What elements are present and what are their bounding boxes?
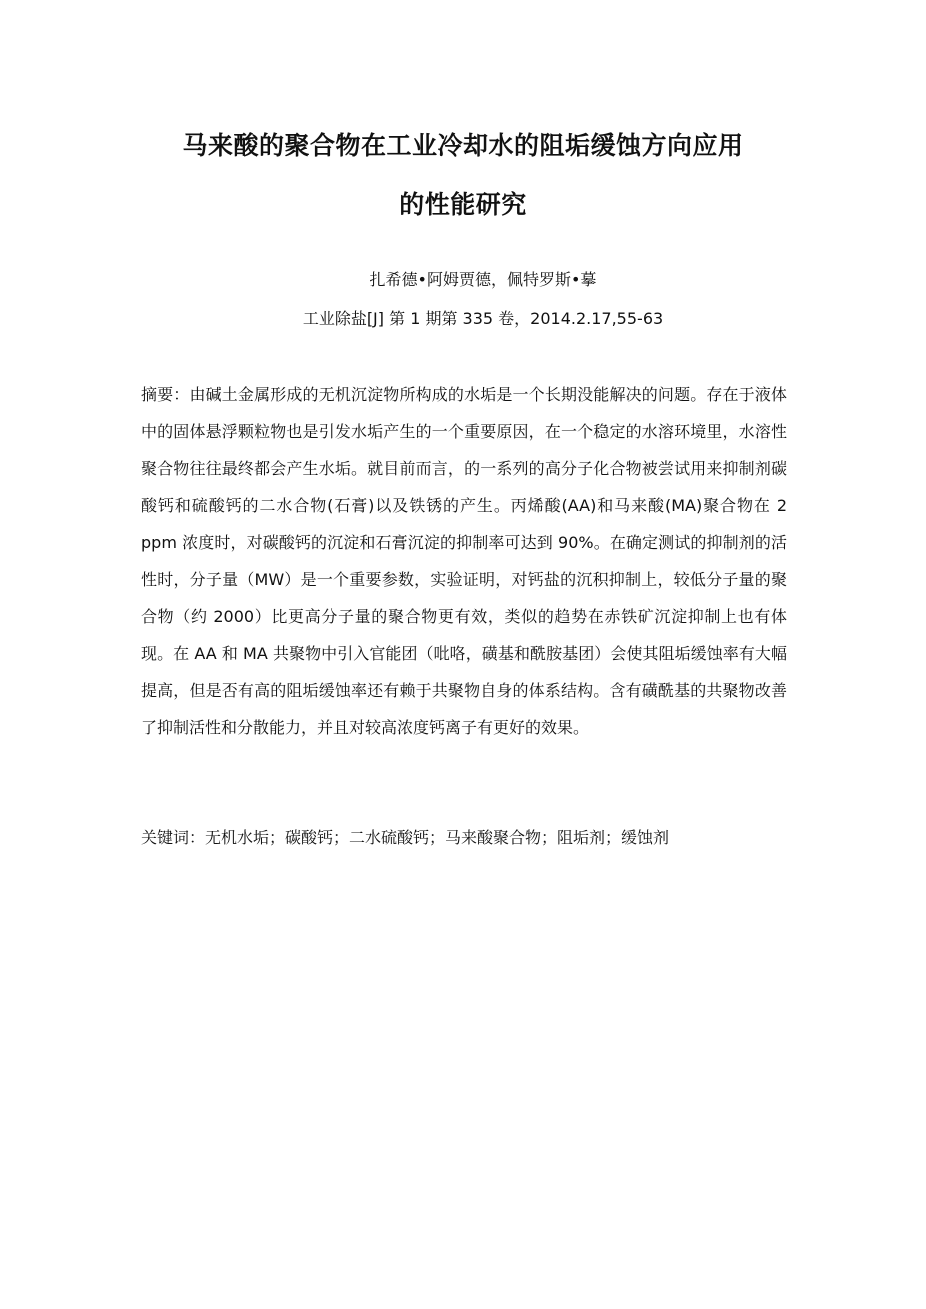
abstract: 摘要：由碱土金属形成的无机沉淀物所构成的水垢是一个长期没能解决的问题。存在于液体中的固体悬浮颗粒物也是引发水垢产生的一个重要原因，在一个稳定的水溶环境里，水溶性聚合物往往最终都会产生水垢。就目前而言，的一系列的高分子化合物被尝试用来抑制剂碳酸钙和硫酸钙的二水合物(石膏)以及铁锈的产生。丙烯酸(AA)和马来酸(MA)聚合物在 2 ppm 浓度时，对碳酸钙的沉淀和石膏沉淀的抑制率可达到 90%。在确定测试的抑制剂的活性时，分子量（MW）是一个重要参数，实验证明，对钙盐的沉积抑制上，较低分子量的聚合物（约 2000）比更高分子量的聚合物更有效，类似的趋势在赤铁矿沉淀抑制上也有体现。在 AA 和 MA 共聚物中引入官能团（吡咯，磺基和酰胺基团）会使其阻垢缓蚀率有大幅提高，但是否有高的阻垢缓蚀率还有赖于共聚物自身的体系结构。含有磺酰基的共聚物改善了抑制活性和分散能力，并且对较高浓度钙离子有更好的效果。 <box>141 385 787 737</box>
title-line-1: 马来酸的聚合物在工业冷却水的阻垢缓蚀方向应用 <box>182 131 744 160</box>
authors: 扎希德•阿姆贾德，佩特罗斯•摹 <box>369 270 597 289</box>
title-line-2: 的性能研究 <box>399 190 527 219</box>
keywords: 关键词：无机水垢；碳酸钙；二水硫酸钙；马来酸聚合物；阻垢剂；缓蚀剂 <box>141 828 670 847</box>
citation: 工业除盐[J] 第 1 期第 335 卷，2014.2.17,55-63 <box>302 309 664 328</box>
